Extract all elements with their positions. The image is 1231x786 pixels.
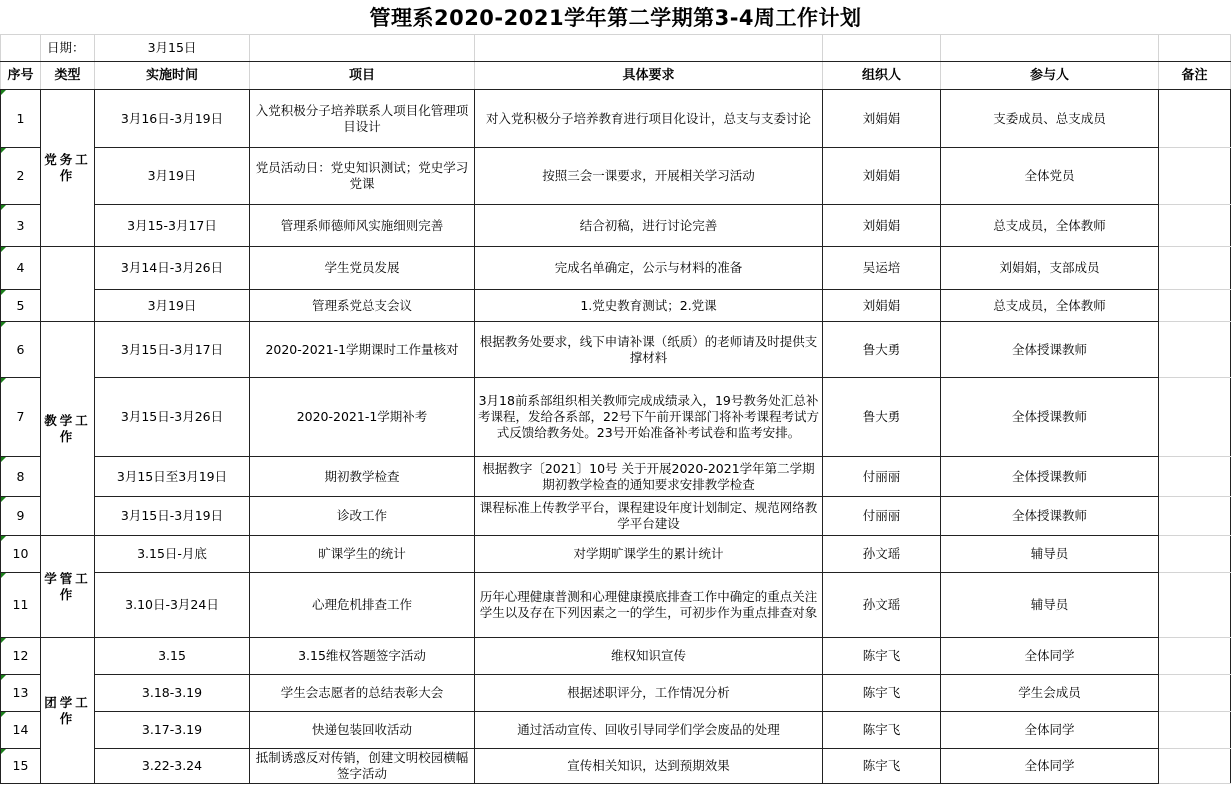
blank-cell[interactable] xyxy=(941,35,1159,62)
category-student-cell[interactable]: 学管工作 xyxy=(41,536,95,638)
item-cell[interactable]: 入党积极分子培养联系人项目化管理项目设计 xyxy=(250,90,475,148)
row-number[interactable]: 9 xyxy=(1,497,41,536)
row-number[interactable]: 7 xyxy=(1,378,41,457)
row-number[interactable]: 5 xyxy=(1,290,41,322)
participants-cell[interactable]: 全体授课教师 xyxy=(941,322,1159,378)
item-cell[interactable]: 快递包装回收活动 xyxy=(250,712,475,749)
item-cell[interactable]: 管理系师德师风实施细则完善 xyxy=(250,205,475,247)
date-label[interactable]: 日期： xyxy=(41,35,95,62)
date-value[interactable]: 3月15日 xyxy=(95,35,250,62)
requirement-cell[interactable]: 对入党积极分子培养教育进行项目化设计，总支与支委讨论 xyxy=(475,90,823,148)
table-row xyxy=(1,573,1231,638)
time-cell[interactable]: 3月19日 xyxy=(95,148,250,205)
header-participants[interactable]: 参与人 xyxy=(941,62,1159,90)
table-row xyxy=(1,148,1231,205)
table-row xyxy=(1,205,1231,247)
item-cell[interactable]: 2020-2021-1学期补考 xyxy=(250,378,475,457)
requirement-cell[interactable]: 宣传相关知识，达到预期效果 xyxy=(475,749,823,784)
row-number[interactable]: 15 xyxy=(1,749,41,784)
notes-cell[interactable] xyxy=(1159,457,1231,497)
requirement-cell[interactable]: 根据述职评分，工作情况分析 xyxy=(475,675,823,712)
requirement-cell[interactable]: 历年心理健康普测和心理健康摸底排查工作中确定的重点关注学生以及存在下列因素之一的学生，可初步作为重点排查对象 xyxy=(475,573,823,638)
table-row xyxy=(1,378,1231,457)
table-row xyxy=(1,675,1231,712)
blank-cell[interactable] xyxy=(250,35,475,62)
organizer-cell[interactable]: 陈宇飞 xyxy=(823,712,941,749)
participants-cell[interactable]: 全体同学 xyxy=(941,749,1159,784)
time-cell[interactable]: 3.17-3.19 xyxy=(95,712,250,749)
time-cell[interactable]: 3月14日-3月26日 xyxy=(95,247,250,290)
row-number[interactable]: 13 xyxy=(1,675,41,712)
notes-cell[interactable] xyxy=(1159,638,1231,675)
table-row xyxy=(1,497,1231,536)
requirement-cell[interactable]: 维权知识宣传 xyxy=(475,638,823,675)
organizer-cell[interactable]: 陈宇飞 xyxy=(823,638,941,675)
participants-cell[interactable]: 全体授课教师 xyxy=(941,457,1159,497)
blank-cell[interactable] xyxy=(1,35,41,62)
table-row xyxy=(1,536,1231,573)
table-row xyxy=(1,247,1231,290)
time-cell[interactable]: 3.22-3.24 xyxy=(95,749,250,784)
row-number[interactable]: 1 xyxy=(1,90,41,148)
organizer-cell[interactable]: 陈宇飞 xyxy=(823,675,941,712)
participants-cell[interactable]: 全体党员 xyxy=(941,148,1159,205)
organizer-cell[interactable]: 刘娟娟 xyxy=(823,148,941,205)
participants-cell[interactable]: 全体授课教师 xyxy=(941,378,1159,457)
requirement-cell[interactable]: 根据教字〔2021〕10号 关于开展2020-2021学年第二学期期初教学检查的通知要求安排教学检查 xyxy=(475,457,823,497)
blank-cell[interactable] xyxy=(1159,35,1231,62)
notes-cell[interactable] xyxy=(1159,205,1231,247)
organizer-cell[interactable]: 陈宇飞 xyxy=(823,749,941,784)
notes-cell[interactable] xyxy=(1159,290,1231,322)
organizer-cell[interactable]: 付丽丽 xyxy=(823,497,941,536)
time-cell[interactable]: 3月15日至3月19日 xyxy=(95,457,250,497)
participants-cell[interactable]: 辅导员 xyxy=(941,573,1159,638)
notes-cell[interactable] xyxy=(1159,749,1231,784)
requirement-cell[interactable]: 1.党史教育测试；2.党课 xyxy=(475,290,823,322)
requirement-cell[interactable]: 按照三会一课要求，开展相关学习活动 xyxy=(475,148,823,205)
table-row xyxy=(1,322,1231,378)
notes-cell[interactable] xyxy=(1159,712,1231,749)
date-row xyxy=(1,35,1231,62)
participants-cell[interactable]: 总支成员，全体教师 xyxy=(941,205,1159,247)
row-number[interactable]: 10 xyxy=(1,536,41,573)
item-cell[interactable]: 3.15维权答题签字活动 xyxy=(250,638,475,675)
notes-cell[interactable] xyxy=(1159,573,1231,638)
time-cell[interactable]: 3月16日-3月19日 xyxy=(95,90,250,148)
item-cell[interactable]: 管理系党总支会议 xyxy=(250,290,475,322)
notes-cell[interactable] xyxy=(1159,90,1231,148)
header-seq[interactable]: 序号 xyxy=(1,62,41,90)
row-number[interactable]: 4 xyxy=(1,247,41,290)
time-cell[interactable]: 3.15日-月底 xyxy=(95,536,250,573)
row-number[interactable]: 14 xyxy=(1,712,41,749)
time-cell[interactable]: 3月15日-3月17日 xyxy=(95,322,250,378)
table-row xyxy=(1,712,1231,749)
requirement-cell[interactable]: 完成名单确定，公示与材料的准备 xyxy=(475,247,823,290)
notes-cell[interactable] xyxy=(1159,378,1231,457)
item-cell[interactable]: 党员活动日：党史知识测试；党史学习党课 xyxy=(250,148,475,205)
organizer-cell[interactable]: 孙文瑶 xyxy=(823,536,941,573)
table-row xyxy=(1,749,1231,784)
requirement-cell[interactable]: 对学期旷课学生的累计统计 xyxy=(475,536,823,573)
notes-cell[interactable] xyxy=(1159,148,1231,205)
item-cell[interactable]: 学生会志愿者的总结表彰大会 xyxy=(250,675,475,712)
participants-cell[interactable]: 全体同学 xyxy=(941,712,1159,749)
category-teaching-cell[interactable]: 教学工作 xyxy=(41,322,95,536)
time-cell[interactable]: 3月15日-3月19日 xyxy=(95,497,250,536)
header-notes[interactable]: 备注 xyxy=(1159,62,1231,90)
participants-cell[interactable]: 辅导员 xyxy=(941,536,1159,573)
item-cell[interactable]: 抵制诱惑反对传销，创建文明校园横幅签字活动 xyxy=(250,749,475,784)
header-time[interactable]: 实施时间 xyxy=(95,62,250,90)
category-blank-cell[interactable] xyxy=(41,247,95,322)
row-number[interactable]: 3 xyxy=(1,205,41,247)
participants-cell[interactable]: 刘娟娟，支部成员 xyxy=(941,247,1159,290)
time-cell[interactable]: 3.15 xyxy=(95,638,250,675)
header-organizer[interactable]: 组织人 xyxy=(823,62,941,90)
requirement-cell[interactable]: 根据教务处要求，线下申请补课（纸质）的老师请及时提供支撑材料 xyxy=(475,322,823,378)
header-requirements[interactable]: 具体要求 xyxy=(475,62,823,90)
notes-cell[interactable] xyxy=(1159,247,1231,290)
row-number[interactable]: 2 xyxy=(1,148,41,205)
organizer-cell[interactable]: 鲁大勇 xyxy=(823,378,941,457)
item-cell[interactable]: 心理危机排查工作 xyxy=(250,573,475,638)
requirement-cell[interactable]: 课程标准上传教学平台，课程建设年度计划制定、规范网络教学平台建设 xyxy=(475,497,823,536)
category-party-cell[interactable]: 党务工作 xyxy=(41,90,95,247)
organizer-cell[interactable]: 付丽丽 xyxy=(823,457,941,497)
time-cell[interactable]: 3月15日-3月26日 xyxy=(95,378,250,457)
notes-cell[interactable] xyxy=(1159,497,1231,536)
work-plan-table xyxy=(0,34,1231,784)
header-item[interactable]: 项目 xyxy=(250,62,475,90)
row-number[interactable]: 6 xyxy=(1,322,41,378)
organizer-cell[interactable]: 孙文瑶 xyxy=(823,573,941,638)
blank-cell[interactable] xyxy=(823,35,941,62)
time-cell[interactable]: 3月15-3月17日 xyxy=(95,205,250,247)
requirement-cell[interactable]: 结合初稿，进行讨论完善 xyxy=(475,205,823,247)
organizer-cell[interactable]: 刘娟娟 xyxy=(823,205,941,247)
table-row xyxy=(1,638,1231,675)
item-cell[interactable]: 学生党员发展 xyxy=(250,247,475,290)
item-cell[interactable]: 期初教学检查 xyxy=(250,457,475,497)
item-cell[interactable]: 2020-2021-1学期课时工作量核对 xyxy=(250,322,475,378)
sheet-title: 管理系2020-2021学年第二学期第3-4周工作计划 xyxy=(0,0,1231,35)
notes-cell[interactable] xyxy=(1159,536,1231,573)
organizer-cell[interactable]: 鲁大勇 xyxy=(823,322,941,378)
time-cell[interactable]: 3月19日 xyxy=(95,290,250,322)
organizer-cell[interactable]: 刘娟娟 xyxy=(823,290,941,322)
category-league-cell[interactable]: 团学工作 xyxy=(41,638,95,784)
participants-cell[interactable]: 支委成员、总支成员 xyxy=(941,90,1159,148)
item-cell[interactable]: 旷课学生的统计 xyxy=(250,536,475,573)
table-row xyxy=(1,90,1231,148)
row-number[interactable]: 12 xyxy=(1,638,41,675)
row-number[interactable]: 8 xyxy=(1,457,41,497)
notes-cell[interactable] xyxy=(1159,675,1231,712)
requirement-cell[interactable]: 通过活动宣传、回收引导同学们学会废品的处理 xyxy=(475,712,823,749)
table-row xyxy=(1,457,1231,497)
organizer-cell[interactable]: 刘娟娟 xyxy=(823,90,941,148)
organizer-cell[interactable]: 吴运培 xyxy=(823,247,941,290)
header-type[interactable]: 类型 xyxy=(41,62,95,90)
notes-cell[interactable] xyxy=(1159,322,1231,378)
header-row xyxy=(1,62,1231,90)
item-cell[interactable]: 诊改工作 xyxy=(250,497,475,536)
participants-cell[interactable]: 总支成员，全体教师 xyxy=(941,290,1159,322)
table-row xyxy=(1,290,1231,322)
participants-cell[interactable]: 全体同学 xyxy=(941,638,1159,675)
participants-cell[interactable]: 学生会成员 xyxy=(941,675,1159,712)
row-number[interactable]: 11 xyxy=(1,573,41,638)
blank-cell[interactable] xyxy=(475,35,823,62)
time-cell[interactable]: 3.18-3.19 xyxy=(95,675,250,712)
time-cell[interactable]: 3.10日-3月24日 xyxy=(95,573,250,638)
participants-cell[interactable]: 全体授课教师 xyxy=(941,497,1159,536)
requirement-cell[interactable]: 3月18前系部组织相关教师完成成绩录入，19号教务处汇总补考课程，发给各系部，22号下午前开课部门将补考课程考试方式反馈给教务处。23号开始准备补考试卷和监考安排。 xyxy=(475,378,823,457)
